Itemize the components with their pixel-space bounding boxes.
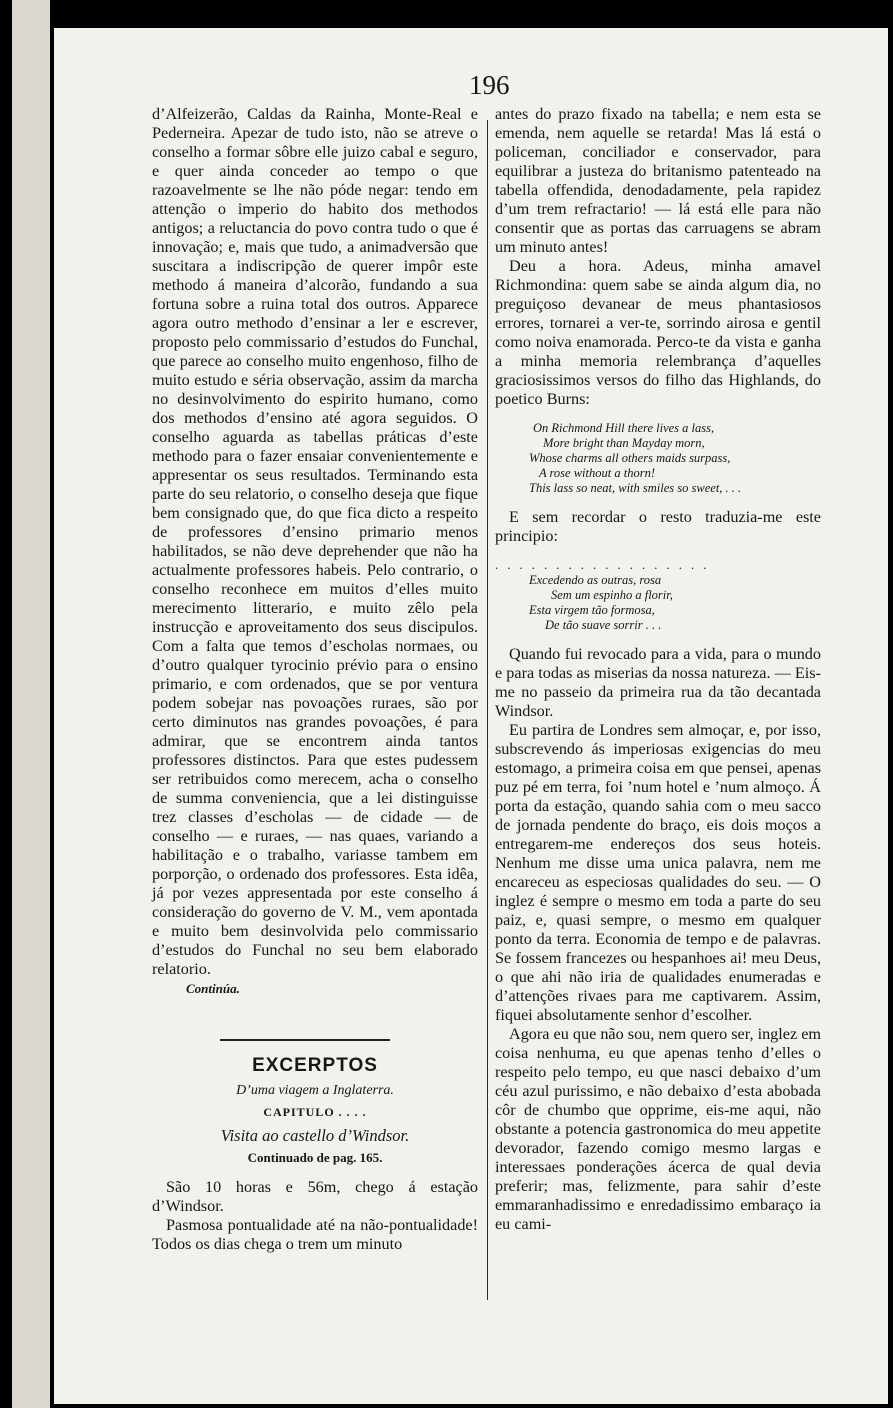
continua-note: Continúa. bbox=[186, 981, 240, 996]
right-paragraph-6: Agora eu que não sou, nem quero ser, inglez em coisa nenhuma, eu que apenas tenho d’elles o respeito pelo tempo, eu que nasci debaixo d’um céu azul purissimo, e não debaixo d’esta abobada côr de chumbo que opprime, eis-me aqui, não obstante a potencia gastronomica do meu appetite devorador, fazendo comigo mesmo largas e interessaes ponderações ácerca de qual devia preferir; mas, felizmente, para sahir d’este emmaranhadissimo e enredadissimo embaraço ia eu cami- bbox=[495, 1025, 821, 1233]
verse-line: De tão suave sorrir . . . bbox=[545, 618, 662, 632]
section-title: EXCERPTOS bbox=[252, 1055, 378, 1076]
right-paragraph-4: Quando fui revocado para a vida, para o mundo e para todas as miserias da nossa natureza. — Eis-me no passeio da primeira rua da tão decantada Windsor. bbox=[495, 645, 821, 720]
left-paragraph-3: Pasmosa pontualidade até na não-pontualidade! Todos os dias chega o trem um minuto bbox=[152, 1216, 478, 1253]
verse-ellipsis: . . . . . . . . . . . . . . . . . . bbox=[495, 558, 710, 572]
verse-line: Whose charms all others maids surpass, bbox=[529, 451, 731, 465]
verse-line: Esta virgem tão formosa, bbox=[529, 603, 655, 617]
section-chapter: CAPITULO . . . . bbox=[263, 1105, 367, 1119]
right-paragraph-5: Eu partira de Londres sem almoçar, e, por isso, subscrevendo ás imperiosas exigencias do meu estomago, a primeira coisa em que pensei, apenas puz pé em terra, foi ’num hotel e ’num almoço. Á porta da estação, quando sahia com o meu sacco de jornada pendente do braço, eis dois moços a entregarem-me endereços dos seus hoteis. Nenhum me disse uma unica palavra, nem me encareceu as especiosas qualidades do seu. — O inglez é sempre o mesmo em toda a parte do seu paiz, e, quasi sempre, o mesmo em qualquer ponto da terra. Economia de tempo e de palavras. Se fossem francezes ou hespanhoes ai! meu Deus, o que ahi não iria de qualidades enumeradas e d’attenções rivaes para me captivarem. Assim, fiquei absolutamente senhor d’escolher. bbox=[495, 721, 821, 1024]
portuguese-verse bbox=[495, 558, 821, 633]
english-verse bbox=[529, 421, 821, 496]
page-number: 196 bbox=[469, 70, 510, 100]
scan-edge bbox=[12, 0, 50, 1408]
right-paragraph-2: Deu a hora. Adeus, minha amavel Richmondina: quem sabe se ainda algum dia, no preguiçoso devanear de meus phantasiosos errores, tornarei a ver-te, sorrindo airosa e gentil como noiva enamorada. Perco-te da vista e ganha a minha memoria relembrança d’aquelles graciosissimos versos do filho das Highlands, do poetico Burns: bbox=[495, 257, 821, 408]
verse-line: On Richmond Hill there lives a lass, bbox=[533, 421, 715, 435]
left-paragraph-2: São 10 horas e 56m, chego á estação d’Windsor. bbox=[152, 1178, 478, 1215]
right-paragraph-1: antes do prazo fixado na tabella; e nem esta se emenda, nem aquelle se retarda! Mas lá está o policeman, conciliador e conservador, para equilibrar a justeza do britanismo patenteado na tabella offendida, denodadamente, pela rapidez d’um trem refractario! — lá está elle para não consentir que as portas das carruagens se abram um minuto antes! bbox=[495, 105, 821, 256]
section-subtitle: D’uma viagem a Inglaterra. bbox=[236, 1083, 394, 1098]
section-separator bbox=[220, 1039, 390, 1041]
left-column bbox=[152, 105, 478, 1254]
verse-line: A rose without a thorn! bbox=[539, 466, 655, 480]
column-divider bbox=[487, 120, 488, 1300]
section-continued-note: Continuado de pag. 165. bbox=[247, 1150, 383, 1165]
verse-line: Excedendo as outras, rosa bbox=[529, 573, 662, 587]
verse-line: This lass so neat, with smiles so sweet, . . . bbox=[529, 481, 742, 495]
section-visit-title: Visita ao castello d’Windsor. bbox=[220, 1126, 410, 1145]
verse-line: Sem um espinho a florir, bbox=[551, 588, 673, 602]
verse-line: More bright than Mayday morn, bbox=[543, 436, 705, 450]
newspaper-page bbox=[54, 28, 888, 1404]
right-paragraph-3: E sem recordar o resto traduzia-me este principio: bbox=[495, 508, 821, 545]
right-column bbox=[495, 105, 821, 1234]
left-paragraph-1: d’Alfeizerão, Caldas da Rainha, Monte-Real e Pederneira. Apezar de tudo isto, não se atreve o conselho a formar sôbre elle juizo cabal e seguro, e quer ainda conceder ao tempo o que razoavelmente se lhe não póde negar: tendo em attenção o imperio do habito dos methodos antigos; a reluctancia do povo contra tudo o que é innovação; e, mais que tudo, a animadversão que suscitara a indiscripção de querer impôr este methodo á maneira d’alcorão, fundando a sua fortuna sobre a ruina total dos outros. Apparece agora outro methodo d’ensinar a ler e escrever, proposto pelo commissario d’estudos do Funchal, que parece ao conselho muito engenhoso, filho de muito estudo e séria observação, assim da marcha no desinvolvimento do espirito humano, como dos methodos d’ensino até agora seguidos. O conselho aguarda as tabellas práticas d’este methodo para o fazer ensaiar convenientemente e appresentar os seus resultados. Terminando esta parte do seu relatorio, o conselho deseja que fique bem consignado que, do que fica dicto a respeito de professores d’ensino primario menos habilitados, se não deve deprehender que não ha actualmente professores habeis. Pelo contrario, o conselho reconhece em muitos d’elles muito merecimento litterario, e muito zêlo pela instrucção e aproveitamento dos seus discipulos. Com a falta que temos d’escholas normaes, ou d’outro qualquer tyrocinio prévio para o ensino primario, e com ordenados, que se por ventura podem sobejar nas povoações ruraes, são por certo diminutos nas grandes povoações, é para admirar, que se encontrem ainda tantos professores distinctos. Para que estes pudessem ser retribuidos como merecem, acha o conselho de summa conveniencia, que a lei distinguisse trez classes d’escholas — de cidade — de conselho — e ruraes, — nas quaes, variando a habilitação e o trabalho, variasse tambem em porporção, o ordenado dos professores. Esta idêa, já por vezes appresentada por este conselho á consideração do governo de V. M., vem apontada e muito bem desinvolvida pelo commissario d’estudos do Funchal no seu bem elaborado relatorio. bbox=[152, 105, 478, 978]
